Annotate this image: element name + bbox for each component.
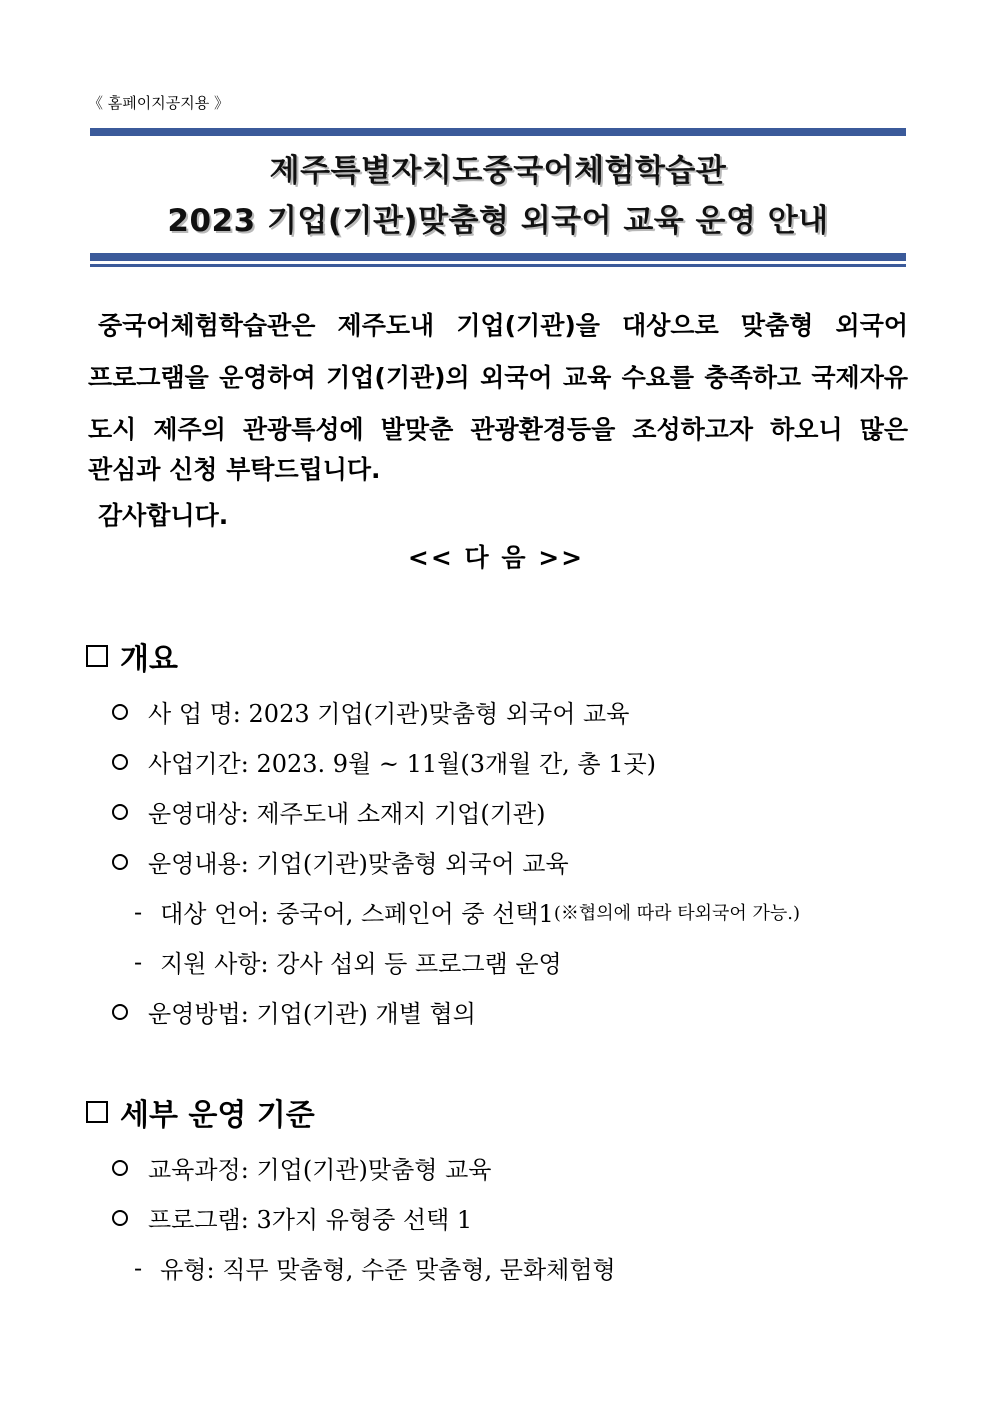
overview-item-content bbox=[112, 844, 569, 879]
circle-bullet-icon bbox=[112, 1210, 128, 1226]
overview-item-text: 운영대상: 제주도내 소재지 기업(기관) bbox=[148, 800, 546, 828]
types-text: 유형: 직무 맞춤형, 수준 맞춤형, 문화체험형 bbox=[160, 1256, 616, 1284]
criteria-heading bbox=[86, 1090, 315, 1134]
language-note-text: (※협의에 따라 타외국어 가능.) bbox=[553, 902, 801, 924]
circle-bullet-icon bbox=[112, 854, 128, 870]
circle-bullet-icon bbox=[112, 704, 128, 720]
square-bullet-icon bbox=[86, 645, 108, 667]
criteria-heading-label: 세부 운영 기준 bbox=[120, 1098, 315, 1133]
header-note: 《 홈페이지공지용 》 bbox=[88, 94, 229, 112]
dash-bullet: - bbox=[134, 947, 143, 976]
square-bullet-icon bbox=[86, 1101, 108, 1123]
overview-item-target bbox=[112, 794, 545, 829]
dash-bullet: - bbox=[134, 897, 143, 926]
title-line-1: 제주특별자치도중국어체험학습관 bbox=[269, 153, 727, 189]
overview-item-text: 운영내용: 기업(기관)맞춤형 외국어 교육 bbox=[148, 850, 569, 878]
intro-line-1: 중국어체험학습관은 제주도내 기업(기관)을 대상으로 맞춤형 외국어 bbox=[98, 311, 908, 340]
overview-item-period bbox=[112, 744, 656, 779]
criteria-item-program bbox=[112, 1200, 472, 1235]
title-bottom-rule bbox=[90, 253, 906, 261]
overview-heading-label: 개요 bbox=[120, 642, 178, 677]
title-bottom-thin-rule bbox=[90, 264, 906, 267]
circle-bullet-icon bbox=[112, 754, 128, 770]
circle-bullet-icon bbox=[112, 1160, 128, 1176]
circle-bullet-icon bbox=[112, 1004, 128, 1020]
criteria-item-text: 교육과정: 기업(기관)맞춤형 교육 bbox=[148, 1156, 492, 1184]
title-top-rule bbox=[90, 128, 906, 136]
document-title bbox=[90, 146, 906, 246]
overview-item-text: 운영방법: 기업(기관) 개별 협의 bbox=[148, 1000, 476, 1028]
next-heading: << 다 음 >> bbox=[407, 543, 585, 572]
criteria-item-text: 프로그램: 3가지 유형중 선택 1 bbox=[148, 1206, 473, 1234]
overview-item-text: 사업기간: 2023. 9월 ~ 11월(3개월 간, 총 1곳) bbox=[148, 750, 657, 778]
circle-bullet-icon bbox=[112, 804, 128, 820]
overview-item-name bbox=[112, 694, 629, 729]
support-text: 지원 사항: 강사 섭외 등 프로그램 운영 bbox=[160, 950, 562, 978]
language-main-text: 대상 언어: 중국어, 스페인어 중 선택1 bbox=[160, 900, 554, 928]
intro-paragraph bbox=[88, 300, 908, 456]
overview-heading bbox=[86, 634, 178, 678]
title-line-2: 2023 기업(기관)맞춤형 외국어 교육 운영 안내 bbox=[167, 203, 829, 239]
criteria-sub-item-types bbox=[134, 1250, 616, 1285]
overview-sub-item-support bbox=[134, 944, 562, 979]
criteria-item-course bbox=[112, 1150, 491, 1185]
overview-item-method bbox=[112, 994, 476, 1029]
overview-sub-item-language bbox=[134, 894, 800, 929]
dash-bullet: - bbox=[134, 1253, 143, 1282]
intro-line-2: 프로그램을 운영하여 기업(기관)의 외국어 교육 수요를 충족하고 국제자유 bbox=[88, 363, 908, 392]
intro-line-3: 도시 제주의 관광특성에 발맞춘 관광환경등을 조성하고자 하오니 많은 bbox=[88, 415, 908, 444]
overview-item-text: 사 업 명: 2023 기업(기관)맞춤형 외국어 교육 bbox=[148, 700, 630, 728]
intro-line-4: 관심과 신청 부탁드립니다. bbox=[88, 455, 381, 484]
thanks-text: 감사합니다. bbox=[98, 501, 229, 530]
